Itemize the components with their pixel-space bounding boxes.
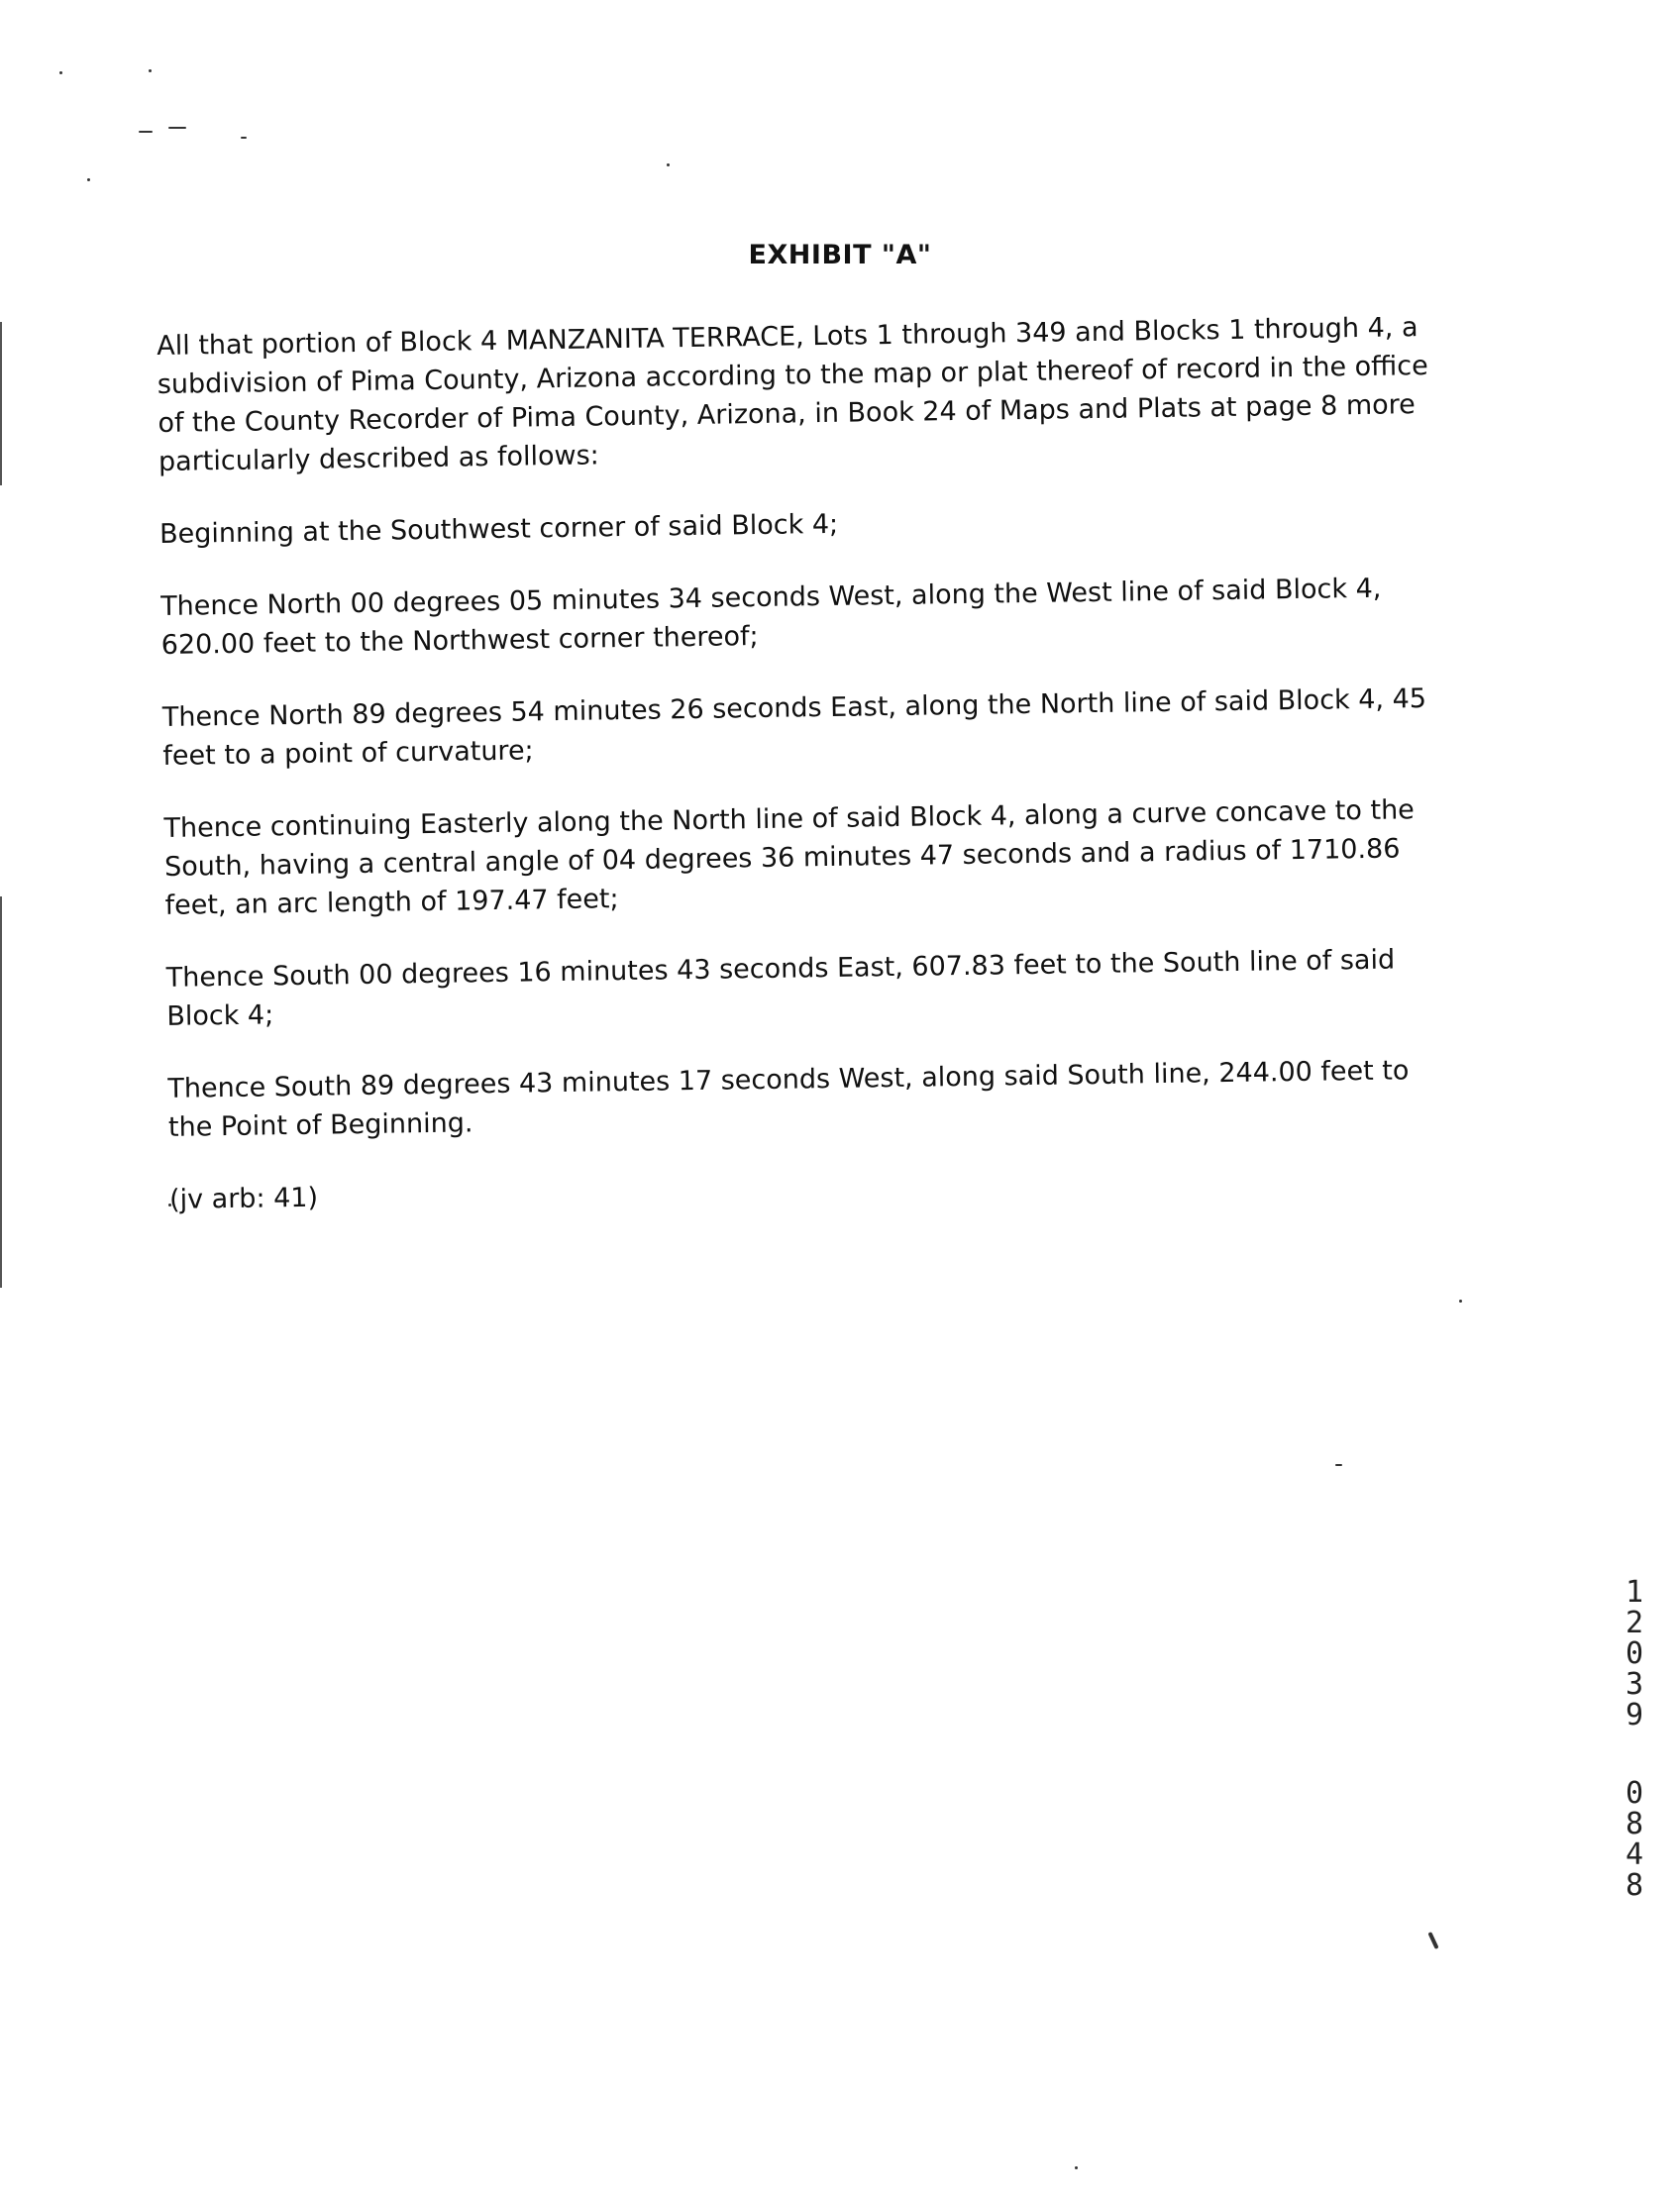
stamp-digit: 4 (1625, 1837, 1644, 1872)
stamp-digit: 9 (1625, 1698, 1644, 1732)
paragraph-course-2: Thence North 89 degrees 54 minutes 26 seconds East, along the North line of said Block 4, 45 feet to a point of curvature; (161, 683, 1427, 772)
scan-speck (1075, 2166, 1078, 2169)
scan-speck (1335, 1464, 1342, 1466)
paragraph-course-4: Thence South 00 degrees 16 minutes 43 seconds East, 607.83 feet to the South line of said Block 4; (165, 944, 1396, 1032)
scan-speck (87, 178, 90, 181)
document-title: EXHIBIT "A" (748, 240, 932, 270)
reference-code: (jv arb: 41) (168, 1182, 319, 1215)
scan-edge-mark (0, 896, 2, 1288)
scan-speck (139, 131, 153, 133)
paragraph-course-3: Thence continuing Easterly along the North line of said Block 4, along a curve concave to the South, having a central angle of 04 degrees 36 minutes 47 seconds and a radius of 1710.86 feet, an arc length of 197.47 feet; (163, 794, 1416, 921)
stamp-digit: 3 (1625, 1667, 1644, 1702)
paragraph-course-1: Thence North 00 degrees 05 minutes 34 seconds West, along the West line of said Block 4, 620.00 feet to the Northwest corner thereof; (159, 573, 1382, 661)
recording-stamp (1615, 1778, 1654, 1901)
scan-speck (1459, 1300, 1462, 1303)
stamp-digit: 2 (1625, 1606, 1644, 1640)
paragraph-intro: All that portion of Block 4 MANZANITA TERRACE, Lots 1 through 349 and Blocks 1 through 4, a subdivision of Pima County, Arizona according to the map or plat thereof of record in the office of the County Recorder of Pima County, Arizona, in Book 24 of Maps and Plats at page 8 more particularly described as follows: (157, 312, 1428, 477)
scan-speck (667, 163, 670, 166)
scan-speck (241, 137, 247, 139)
stamp-digit: 8 (1625, 1868, 1644, 1903)
scan-speck (1427, 1932, 1438, 1949)
stamp-digit: 0 (1625, 1776, 1644, 1811)
recording-stamp (1615, 1577, 1654, 1731)
scan-speck (149, 69, 152, 72)
stamp-digit: 0 (1625, 1636, 1644, 1671)
paragraph-beginning: Beginning at the Southwest corner of said Block 4; (158, 508, 839, 550)
stamp-digit: 8 (1625, 1807, 1644, 1841)
stamp-digit: 1 (1625, 1575, 1644, 1610)
paragraph-course-5: Thence South 89 degrees 43 minutes 17 seconds West, along said South line, 244.00 feet to the Point of Beginning. (167, 1055, 1410, 1143)
legal-description (157, 308, 1458, 1253)
scan-speck (59, 71, 62, 74)
scan-edge-mark (0, 322, 2, 485)
scan-speck (168, 127, 186, 129)
